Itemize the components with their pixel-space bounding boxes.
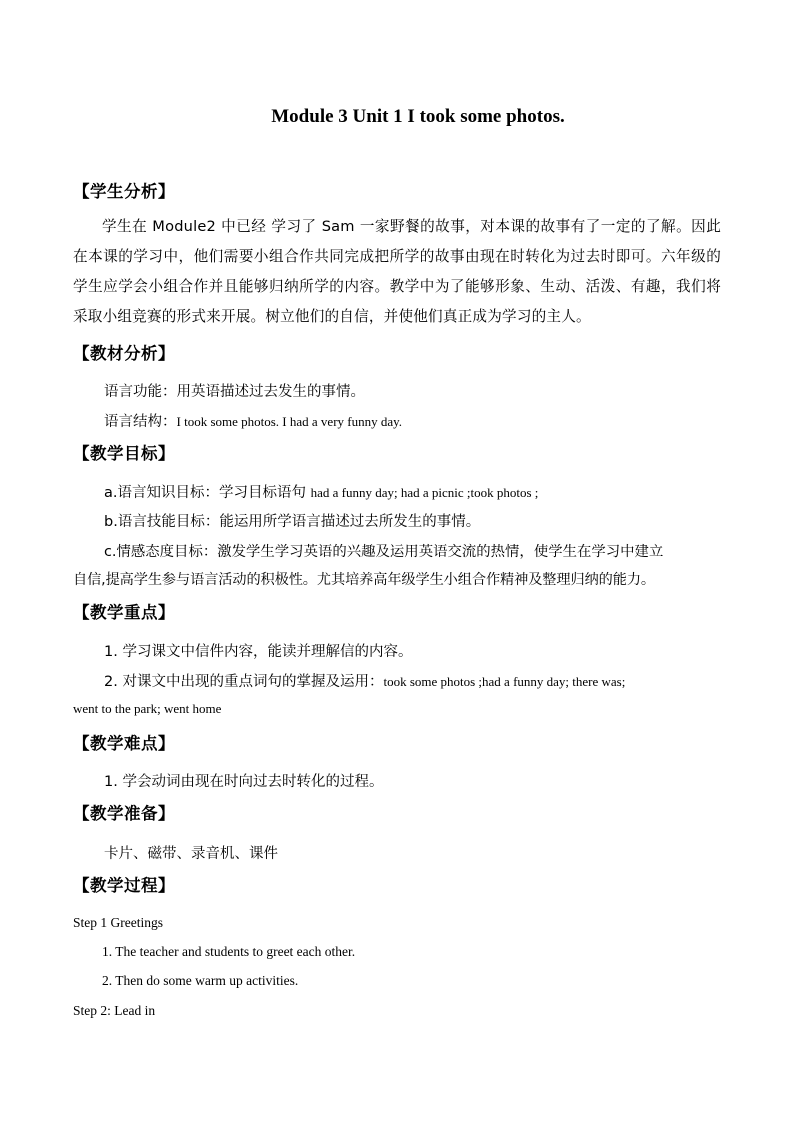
key-point-2-continued: went to the park; went home — [73, 701, 222, 716]
language-function-label: 语言功能： — [104, 384, 177, 400]
step-1-item-2: 2. Then do some warm up activities. — [102, 973, 299, 988]
heading-key-points: 【教学重点】 — [73, 603, 175, 622]
preparation-items: 卡片、磁带、录音机、课件 — [104, 846, 278, 862]
objective-c-line2: 自信,提高学生参与语言活动的积极性。尤其培养高年级学生小组合作精神及整理归纳的能力。 — [73, 572, 656, 588]
language-structure-line — [104, 410, 402, 431]
heading-process: 【教学过程】 — [73, 876, 175, 895]
heading-difficulties: 【教学难点】 — [73, 734, 175, 753]
objective-a-text: had a funny day; had a picnic ;took photos ; — [310, 485, 539, 500]
language-structure-text: I took some photos. I had a very funny day. — [176, 414, 403, 429]
language-function-text: 用英语描述过去发生的事情。 — [176, 384, 365, 400]
heading-student-analysis: 【学生分析】 — [73, 182, 175, 201]
objective-a-line — [104, 481, 538, 502]
step-1-item-1: 1. The teacher and students to greet each other. — [102, 944, 356, 959]
key-point-1: 1. 学习课文中信件内容，能读并理解信的内容。 — [104, 644, 413, 660]
language-function-line — [104, 380, 365, 401]
key-point-2-label: 2. 对课文中出现的重点词句的掌握及运用： — [104, 674, 384, 690]
key-point-2-words: took some photos ;had a funny day; there was; — [383, 674, 626, 689]
difficulty-1: 1. 学会动词由现在时向过去时转化的过程。 — [104, 774, 384, 790]
heading-preparation: 【教学准备】 — [73, 804, 175, 823]
language-structure-label: 语言结构： — [104, 414, 177, 430]
heading-material-analysis: 【教材分析】 — [73, 344, 175, 363]
objective-a-label: a.语言知识目标：学习目标语句 — [104, 485, 311, 501]
page-title: Module 3 Unit 1 I took some photos. — [271, 106, 565, 127]
student-analysis-paragraph: 学生在 Module2 中已经 学习了 Sam 一家野餐的故事，对本课的故事有了一定的了解。因此在本课的学习中，他们需要小组合作共同完成把所学的故事由现在时转化为过去时即可。六年级的学生应学会小组合作并且能够归纳所学的内容。教学中为了能够形象、生动、活泼、有趣，我们将采取小组竞赛的形式来开展。树立他们的自信，并使他们真正成为学习的主人。 — [73, 218, 721, 325]
objective-c-line1: c.情感态度目标：激发学生学习英语的兴趣及运用英语交流的热情，使学生在学习中建立 — [104, 544, 664, 560]
step-1-heading: Step 1 Greetings — [73, 915, 163, 930]
objective-b-line: b.语言技能目标：能运用所学语言描述过去所发生的事情。 — [104, 514, 481, 530]
key-point-2 — [104, 670, 722, 691]
heading-objectives: 【教学目标】 — [73, 444, 175, 463]
step-2-heading: Step 2: Lead in — [73, 1003, 156, 1018]
